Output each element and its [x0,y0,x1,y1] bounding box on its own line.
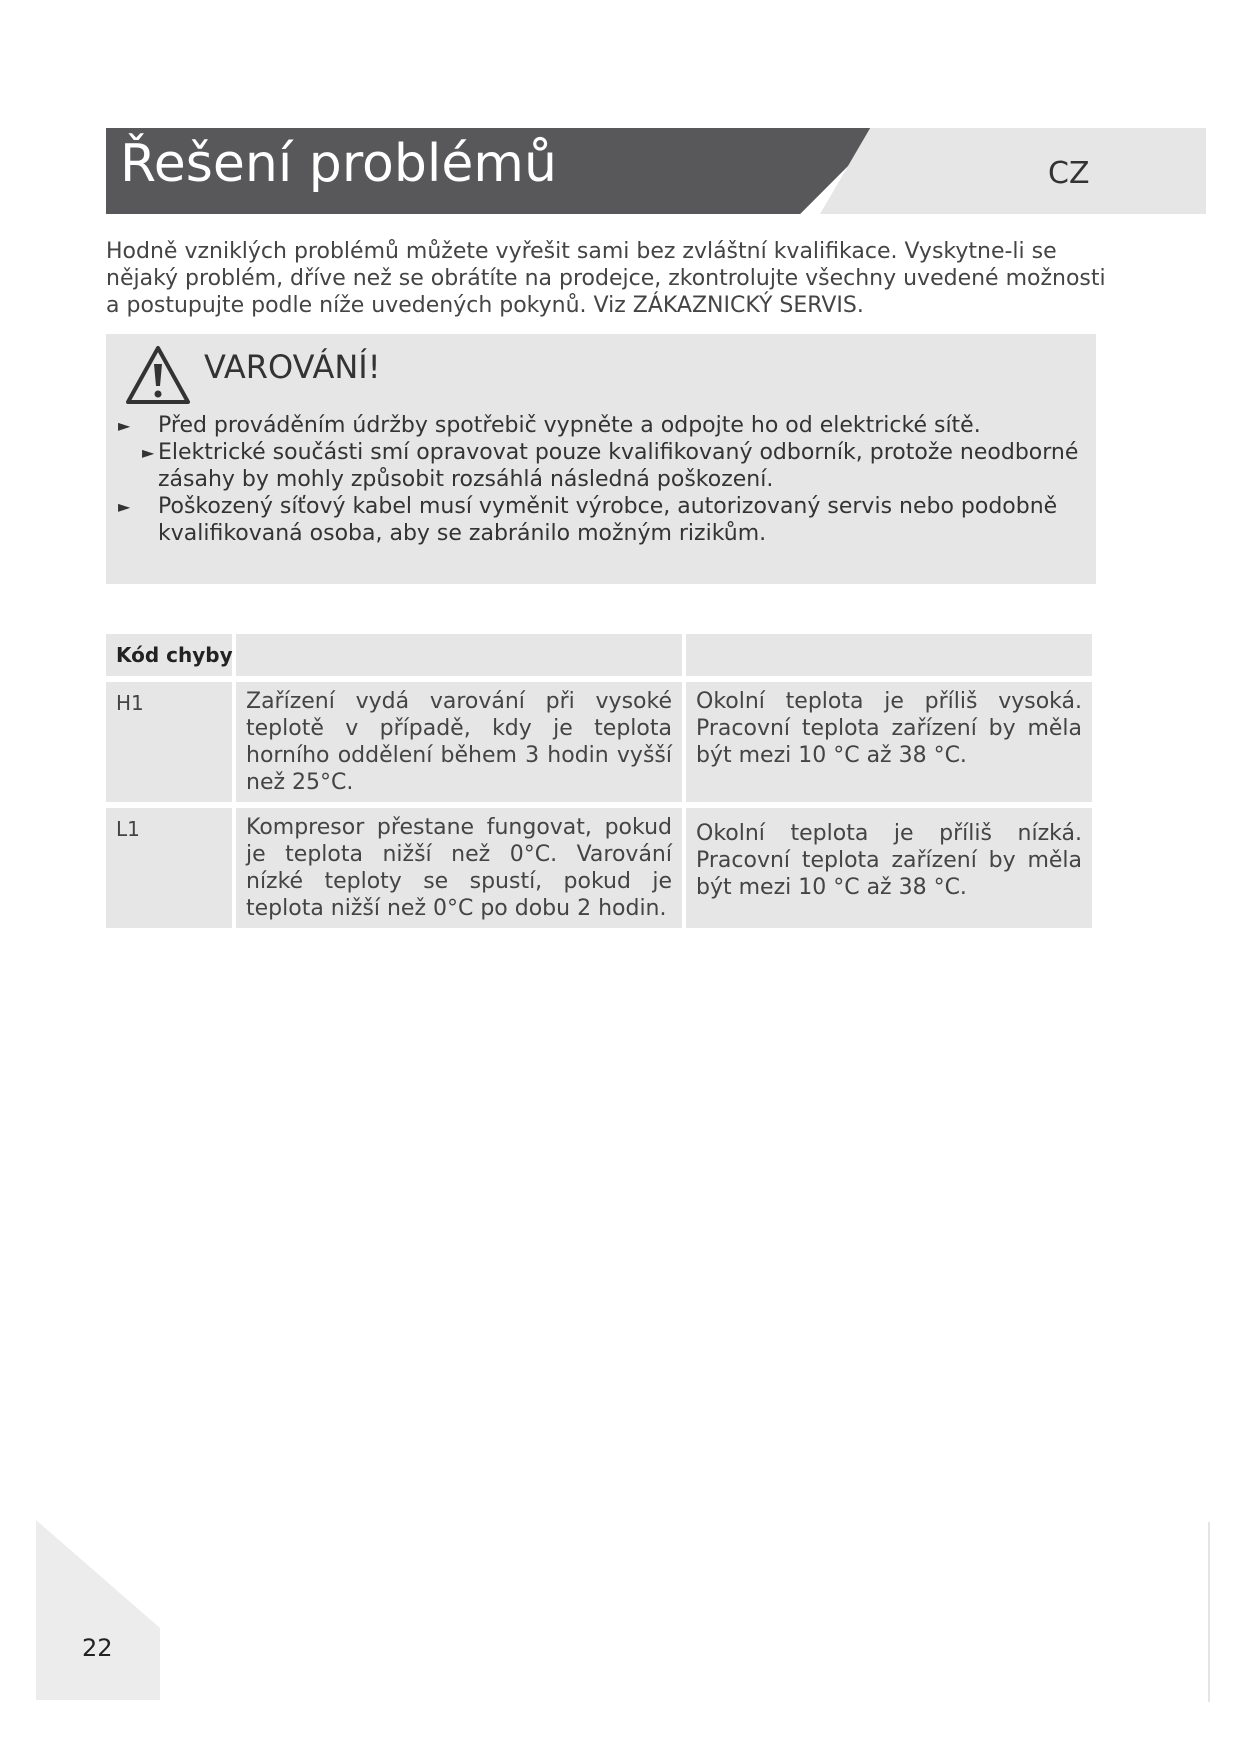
warning-title: VAROVÁNÍ! [204,348,381,386]
table-header-row [106,634,1096,676]
cause-cell: Kompresor přestane fungovat, pokud je teplota nižší než 0°C. Varování nízké teploty se spustí, pokud je teplota nižší než 0°C po dobu 2 hodin. [236,808,682,928]
language-code: CZ [1048,156,1090,191]
error-code: H1 [106,682,232,802]
table-row [106,682,1096,802]
header-cell [236,634,682,676]
intro-paragraph: Hodně vzniklých problémů můžete vyřešit sami bez zvláštní kvalifikace. Vyskytne-li se nějaký problém, dříve než se obrátíte na prodejce, zkontrolujte všechny uvedené možnosti a postupujte podle níže uvedených pokynů. Viz ZÁKAZNICKÝ SERVIS. [106,239,1106,318]
page-edge-rule [1208,1522,1210,1702]
page-title: Řešení problémů [120,134,557,194]
bullet-icon: ► [118,416,131,435]
warning-list [118,412,1086,547]
table-row [106,808,1096,928]
page-corner-decoration [36,1520,160,1700]
error-code: L1 [106,808,232,928]
cause-cell: Zařízení vydá varování při vysoké teplotě v případě, kdy je teplota horního oddělení během 3 hodin vyšší než 25°C. [236,682,682,802]
page-number: 22 [82,1634,113,1662]
solution-cell: Okolní teplota je příliš nízká. Pracovní teplota zařízení by měla být mezi 10 °C až 38 °C. [686,808,1092,928]
warning-box [106,334,1096,584]
troubleshooting-table [106,634,1096,934]
solution-cell: Okolní teplota je příliš vysoká. Pracovní teplota zařízení by měla být mezi 10 °C až 38 °C. [686,682,1092,802]
bullet-icon: ► [118,497,131,516]
warning-item: ► Poškozený síťový kabel musí vyměnit výrobce, autorizovaný servis nebo podobně kvalifikovaná osoba, aby se zabránilo možným rizikům. [118,494,1058,546]
header-code: Kód chyby [116,643,233,667]
warning-item: ► Elektrické součásti smí opravovat pouze kvalifikovaný odborník, protože neodborné zásahy by mohly způsobit rozsáhlá následná poškození. [142,440,1079,492]
header-cell [106,634,232,676]
bullet-icon: ► [142,443,155,462]
warning-triangle-icon [124,344,192,406]
header-band-light [820,128,1206,214]
warning-item: ► Před prováděním údržby spotřebič vypněte a odpojte ho od elektrické sítě. [118,413,981,438]
header-cell [686,634,1092,676]
